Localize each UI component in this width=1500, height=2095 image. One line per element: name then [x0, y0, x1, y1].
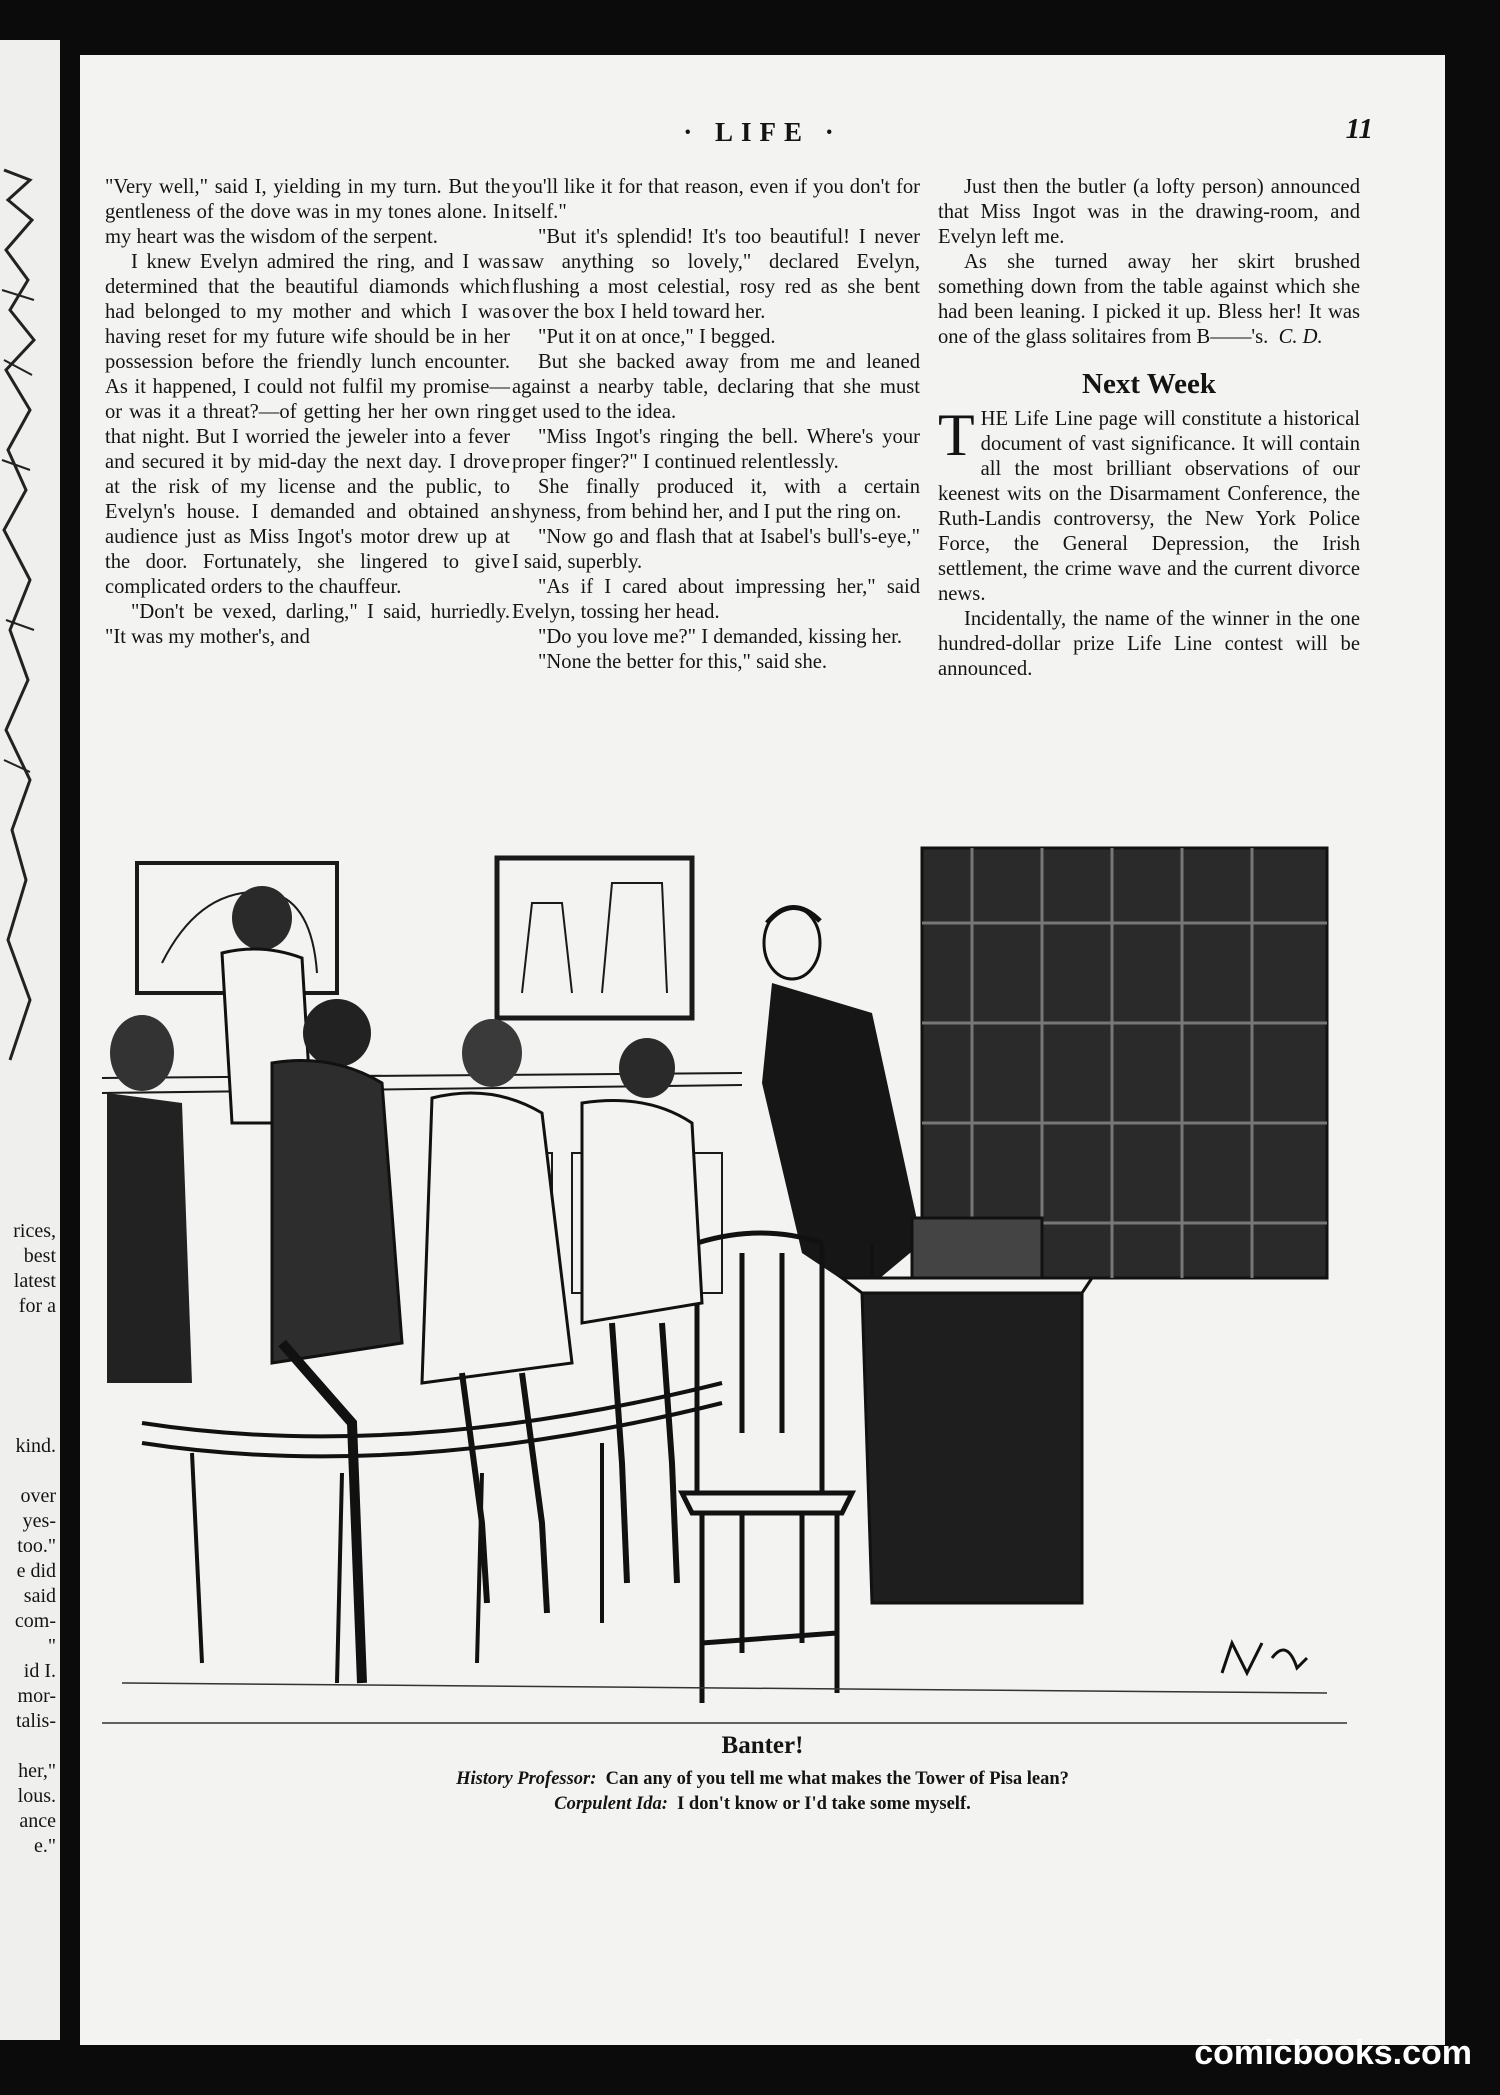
- paragraph: you'll like it for that reason, even if you don't for itself.": [512, 176, 920, 223]
- fragment: com-: [14, 1610, 56, 1632]
- adjacent-page-edge: [0, 40, 60, 2040]
- next-week-text: HE Life Line page will constitute a historical document of vast significance. It will contain all the most brilliant observations of our keenest wits on the Disarmament Conference, the Ruth-Landis controversy, the New York Police Force, the General Depression, the Irish settlement, the crime wave and the current divorce news.: [938, 408, 1360, 605]
- paragraph: Just then the butler (a lofty person) announced that Miss Ingot was in the drawing-room, and Evelyn left me.: [938, 176, 1360, 248]
- caption-title: Banter!: [721, 1732, 804, 1759]
- paragraph: But she backed away from me and leaned against a nearby table, declaring that she must get used to the idea.: [512, 351, 920, 423]
- paragraph: "Don't be vexed, darling," I said, hurriedly. "It was my mother's, and: [105, 601, 510, 648]
- paragraph: "None the better for this," said she.: [538, 651, 828, 673]
- fragment: kind.: [15, 1435, 56, 1457]
- fragment: lous.: [17, 1785, 56, 1807]
- fragment: for a: [18, 1295, 56, 1317]
- story-column-2: [512, 175, 920, 675]
- fragment: talis-: [16, 1710, 56, 1732]
- paragraph-text: As she turned away her skirt brushed something down from the table against which she had been leaning. I picked it up. Bless her! It was one of the glass solitaires from B——'s.: [938, 251, 1360, 348]
- fragment: over: [20, 1485, 56, 1507]
- fragment: too.": [17, 1535, 56, 1557]
- fragment: ": [47, 1635, 56, 1657]
- drop-cap: T: [938, 402, 975, 468]
- speaker-label: History Professor:: [456, 1769, 597, 1789]
- adjacent-page-illustration: [0, 160, 36, 1160]
- fragment: yes-: [22, 1510, 56, 1532]
- paragraph: "Now go and flash that at Isabel's bull's-eye," I said, superbly.: [512, 526, 920, 573]
- magazine-page: [80, 55, 1445, 2045]
- fragment: rices,: [13, 1220, 56, 1242]
- paragraph: [938, 250, 1360, 350]
- paragraph: "Put it on at once," I begged.: [538, 326, 776, 348]
- fragment: e did: [16, 1560, 56, 1582]
- story-column-1: [105, 175, 510, 650]
- paragraph: She finally produced it, with a certain shyness, from behind her, and I put the ring on.: [512, 476, 920, 523]
- fragment: ance: [19, 1810, 56, 1832]
- artist-signature: [1222, 1643, 1307, 1673]
- next-week-heading: Next Week: [1082, 368, 1216, 400]
- fragment: mor-: [17, 1685, 56, 1707]
- paragraph: "Do you love me?" I demanded, kissing her.: [538, 626, 902, 648]
- page-number: 11: [1345, 113, 1373, 145]
- caption-line-1: [80, 1767, 1445, 1792]
- cartoon-illustration: [102, 823, 1347, 1753]
- paragraph: "Very well," said I, yielding in my turn. But the gentleness of the dove was in my tones alone. In my heart was the wisdom of the serpent.: [105, 176, 510, 248]
- fragment: e.": [33, 1835, 56, 1857]
- fragment: said: [23, 1585, 56, 1607]
- paragraph: I knew Evelyn admired the ring, and I was determined that the beautiful diamonds which had belonged to my mother and which I was having reset for my future wife should be in her possession before the friendly lunch encounter. As it happened, I could not fulfil my promise—or was it a threat?—of getting her her own ring that night. But I worried the jeweler into a fever and secured it by mid-day the next day. I drove at the risk of my license and the public, to Evelyn's house. I demanded and obtained an audience just as Miss Ingot's motor drew up at the door. Fortunately, she lingered to give complicated orders to the chauffeur.: [105, 251, 510, 598]
- watermark: comicbooks.com: [1194, 2034, 1472, 2072]
- author-signature: C. D.: [1278, 326, 1323, 348]
- fragment: best: [23, 1245, 56, 1267]
- caption-line-2: [80, 1792, 1445, 1817]
- fragment: latest: [13, 1270, 56, 1292]
- paragraph: "As if I cared about impressing her," said Evelyn, tossing her head.: [512, 576, 920, 623]
- fragment: her,": [18, 1760, 56, 1782]
- speaker-line: Can any of you tell me what makes the Tower of Pisa lean?: [605, 1769, 1069, 1789]
- running-head: · LIFE ·: [683, 117, 842, 147]
- fragment: id I.: [23, 1660, 56, 1682]
- story-column-3: [938, 175, 1360, 682]
- next-week-paragraph: [938, 402, 1360, 607]
- caption-dialogue: [80, 1767, 1445, 1817]
- paragraph: "But it's splendid! It's too beautiful! I never saw anything so lovely," declared Evelyn, flushing a most celestial, rosy red as she bent over the box I held toward her.: [512, 226, 920, 323]
- next-week-paragraph: Incidentally, the name of the winner in the one hundred-dollar prize Life Line contest will be announced.: [938, 608, 1360, 680]
- speaker-label: Corpulent Ida:: [554, 1794, 668, 1814]
- paragraph: "Miss Ingot's ringing the bell. Where's your proper finger?" I continued relentlessly.: [512, 426, 920, 473]
- speaker-line: I don't know or I'd take some myself.: [677, 1794, 971, 1814]
